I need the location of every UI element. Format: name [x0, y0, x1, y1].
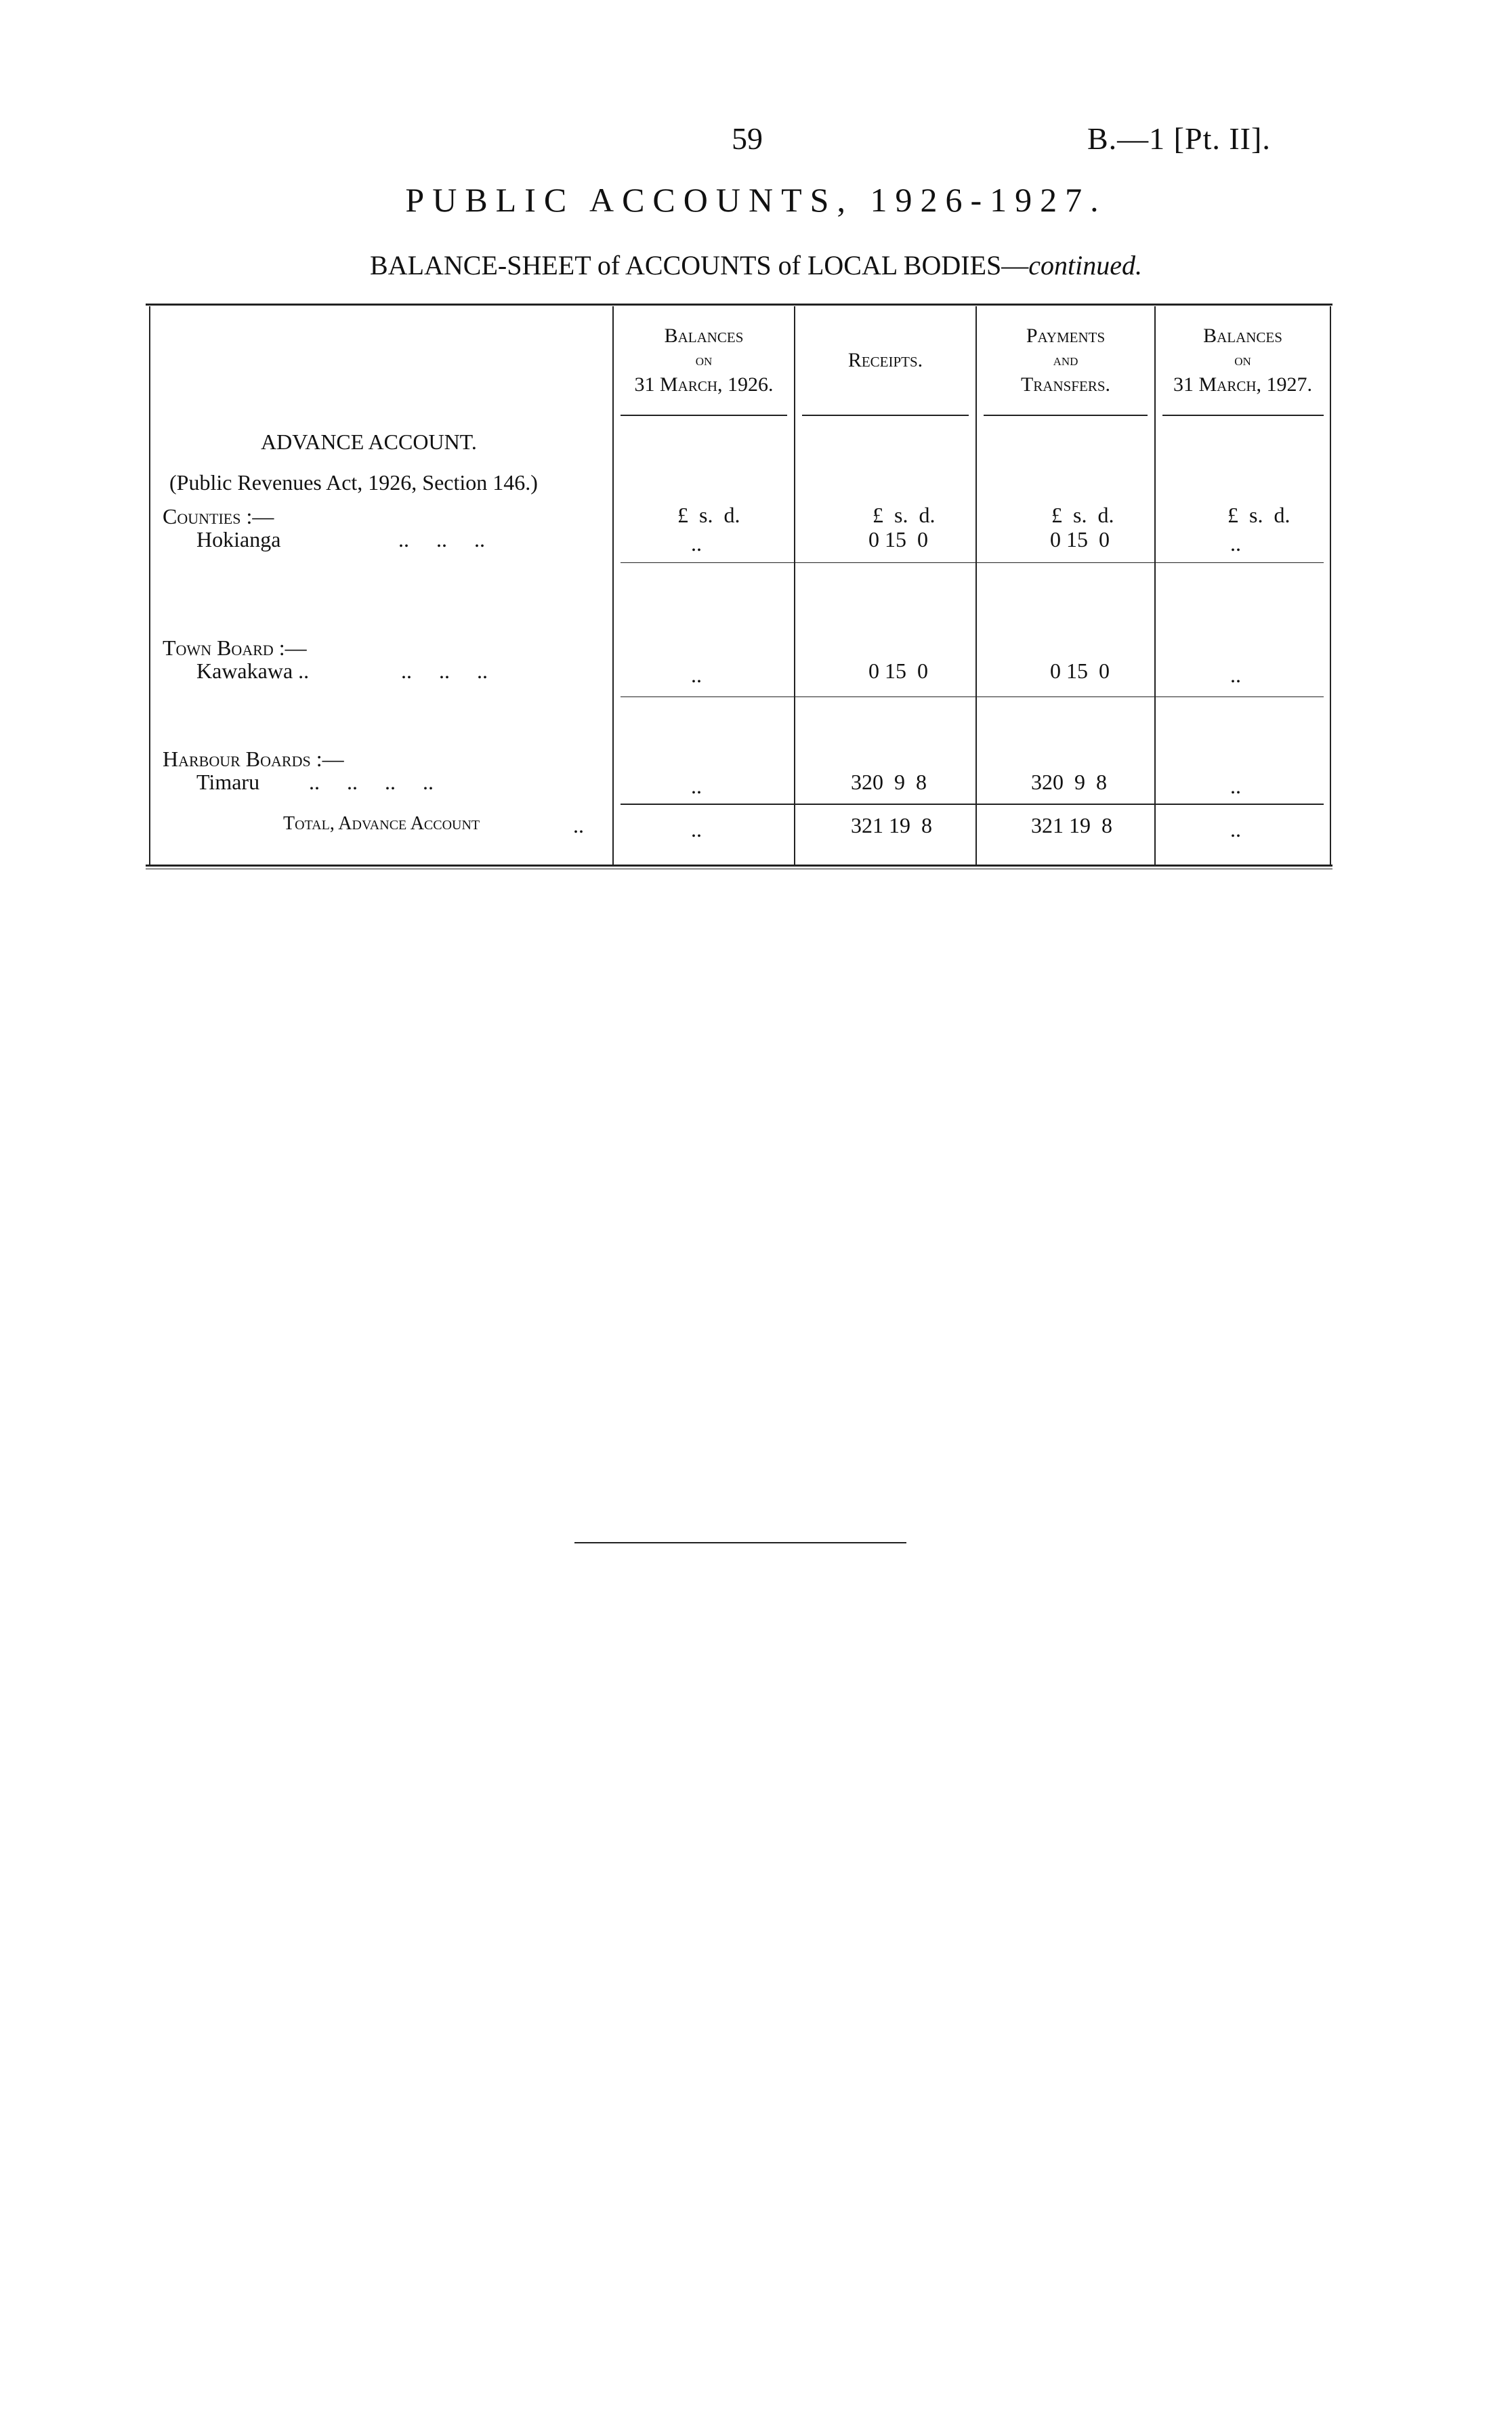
table-top-rule [146, 304, 1332, 306]
header-line: Payments [1026, 325, 1106, 347]
header-line: Transfers. [1020, 373, 1111, 396]
header-line: 31 March, 1926. [634, 373, 774, 396]
leader-dots: .. .. .. [379, 659, 488, 683]
page-number: 59 [732, 121, 763, 156]
column-header-balances-1926 [614, 324, 794, 397]
header-underline-2 [802, 415, 969, 416]
leader-dots: .. [562, 813, 584, 837]
row-name-hokianga: Hokianga [196, 527, 281, 552]
total-balance-1927: .. [1230, 817, 1241, 841]
kawakawa-receipts: 0 15 0 [868, 659, 928, 683]
leader-dots: .. .. .. [393, 527, 485, 552]
header-line: 31 March, 1927. [1173, 373, 1313, 396]
column-header-balances-1927 [1156, 324, 1330, 397]
kawakawa-payments: 0 15 0 [1050, 659, 1110, 683]
header-line: on [695, 352, 713, 369]
currency-header-3: £ s. d. [1051, 503, 1114, 527]
section-note: (Public Revenues Act, 1926, Section 146.) [169, 470, 538, 495]
column-header-receipts [795, 348, 975, 373]
currency-header-1: £ s. d. [677, 503, 740, 527]
hokianga-balance-1927: .. [1230, 531, 1241, 556]
kawakawa-balance-1927: .. [1230, 663, 1241, 687]
hokianga-balance-1926: .. [691, 531, 702, 556]
hokianga-receipts: 0 15 0 [868, 527, 928, 552]
column-header-payments [977, 324, 1154, 397]
table-right-border [1330, 306, 1331, 865]
table-left-border [149, 306, 150, 865]
group-heading-town-board: Town Board :— [163, 636, 307, 660]
subtitle-main: BALANCE-SHEET of ACCOUNTS of LOCAL BODIES— [370, 250, 1029, 280]
timaru-balance-1926: .. [691, 774, 702, 798]
page-subtitle [0, 249, 1512, 281]
currency-header-4: £ s. d. [1227, 503, 1290, 527]
currency-header-2: £ s. d. [873, 503, 936, 527]
total-balance-1926: .. [691, 817, 702, 841]
kawakawa-balance-1926: .. [691, 663, 702, 687]
row-rule [621, 696, 1324, 697]
total-label: Total, Advance Account [283, 813, 480, 834]
timaru-receipts: 320 9 8 [851, 770, 927, 794]
header-underline-3 [984, 415, 1148, 416]
total-receipts: 321 19 8 [851, 813, 932, 837]
row-name-kawakawa: Kawakawa .. [196, 659, 310, 683]
total-payments: 321 19 8 [1031, 813, 1112, 837]
header-line: Balances [664, 325, 744, 347]
header-line: and [1053, 352, 1078, 369]
timaru-payments: 320 9 8 [1031, 770, 1107, 794]
header-line: Balances [1203, 325, 1282, 347]
group-heading-harbour-boards: Harbour Boards :— [163, 747, 344, 771]
header-underline-4 [1162, 415, 1324, 416]
document-reference: B.—1 [Pt. II]. [1087, 121, 1271, 156]
total-rule [621, 804, 1324, 805]
hokianga-payments: 0 15 0 [1050, 527, 1110, 552]
column-divider-2 [794, 306, 795, 865]
header-line: Receipts. [847, 349, 923, 371]
header-underline-1 [621, 415, 787, 416]
header-line: on [1234, 352, 1251, 369]
page-title: PUBLIC ACCOUNTS, 1926-1927. [405, 181, 1107, 219]
leader-dots: .. .. .. .. [298, 770, 434, 794]
row-name-timaru: Timaru [196, 770, 260, 794]
timaru-balance-1927: .. [1230, 774, 1241, 798]
group-heading-counties: Counties :— [163, 504, 274, 528]
table-bottom-rule [146, 865, 1332, 867]
section-heading: ADVANCE ACCOUNT. [261, 430, 477, 454]
subtitle-continued: continued. [1028, 250, 1142, 280]
closing-rule [574, 1542, 906, 1543]
row-rule [621, 562, 1324, 563]
